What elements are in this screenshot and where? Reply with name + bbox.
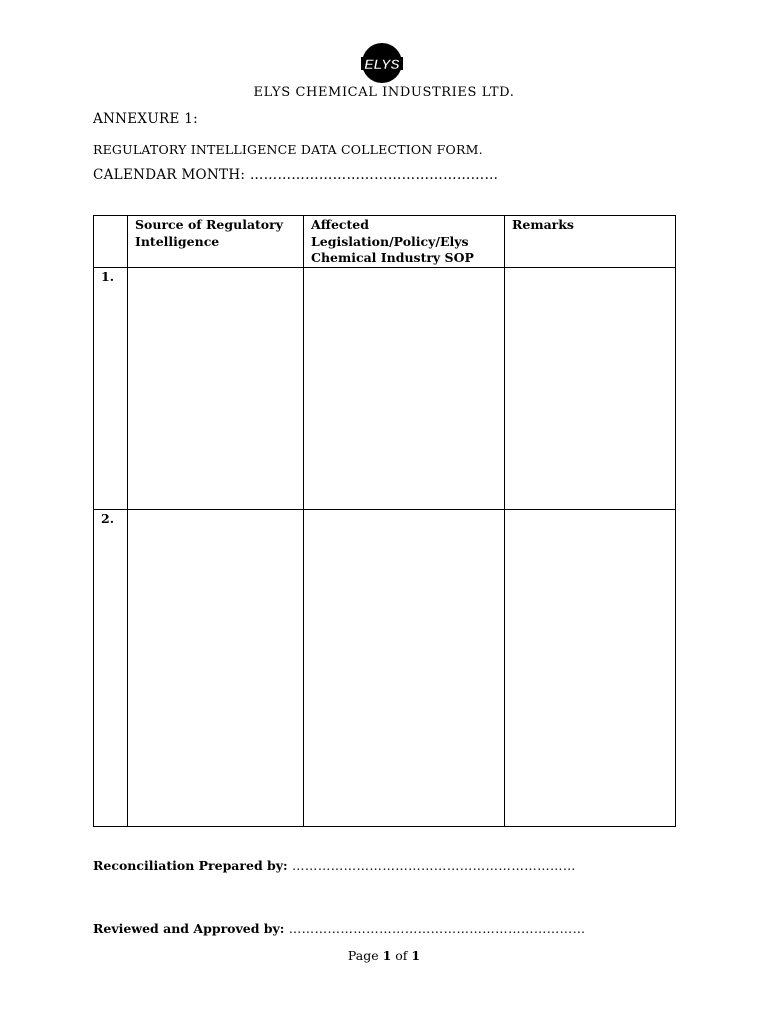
header-number [94, 216, 128, 268]
remarks-cell[interactable] [505, 267, 676, 509]
annexure-label: ANNEXURE 1: [93, 111, 198, 127]
source-cell[interactable] [128, 267, 304, 509]
svg-text:ELYS: ELYS [364, 56, 400, 72]
header-remarks: Remarks [505, 216, 676, 268]
approved-by-line [93, 921, 585, 936]
prepared-by-line [93, 858, 576, 873]
table-row [94, 267, 676, 509]
prepared-by-field[interactable]: ………………………………………………………… [292, 858, 576, 873]
affected-cell[interactable] [304, 509, 505, 826]
page-current: 1 [382, 948, 392, 963]
prepared-by-label: Reconciliation Prepared by: [93, 858, 288, 873]
elys-logo-mark [361, 42, 403, 84]
data-collection-table [93, 215, 676, 827]
header-affected: Affected Legislation/Policy/Elys Chemical Industry SOP [304, 216, 505, 268]
page-of: of [391, 948, 412, 963]
calendar-month-label: CALENDAR MONTH: [93, 167, 246, 183]
row-number: 2. [94, 509, 128, 826]
form-title: REGULATORY INTELLIGENCE DATA COLLECTION FORM. [93, 142, 483, 157]
source-cell[interactable] [128, 509, 304, 826]
company-name: ELYS CHEMICAL INDUSTRIES LTD. [253, 85, 515, 100]
page-total: 1 [411, 948, 421, 963]
header-source: Source of Regulatory Intelligence [128, 216, 304, 268]
page-prefix: Page [347, 948, 383, 963]
calendar-month-line [93, 167, 498, 183]
remarks-cell[interactable] [505, 509, 676, 826]
table-header-row [94, 216, 676, 268]
approved-by-label: Reviewed and Approved by: [93, 921, 285, 936]
affected-cell[interactable] [304, 267, 505, 509]
approved-by-field[interactable]: …………………………………………………………… [288, 921, 586, 936]
row-number: 1. [94, 267, 128, 509]
page-indicator [0, 948, 768, 963]
table-row [94, 509, 676, 826]
elys-logo [361, 42, 403, 84]
calendar-month-field[interactable]: ……………………………………………… [249, 167, 499, 183]
